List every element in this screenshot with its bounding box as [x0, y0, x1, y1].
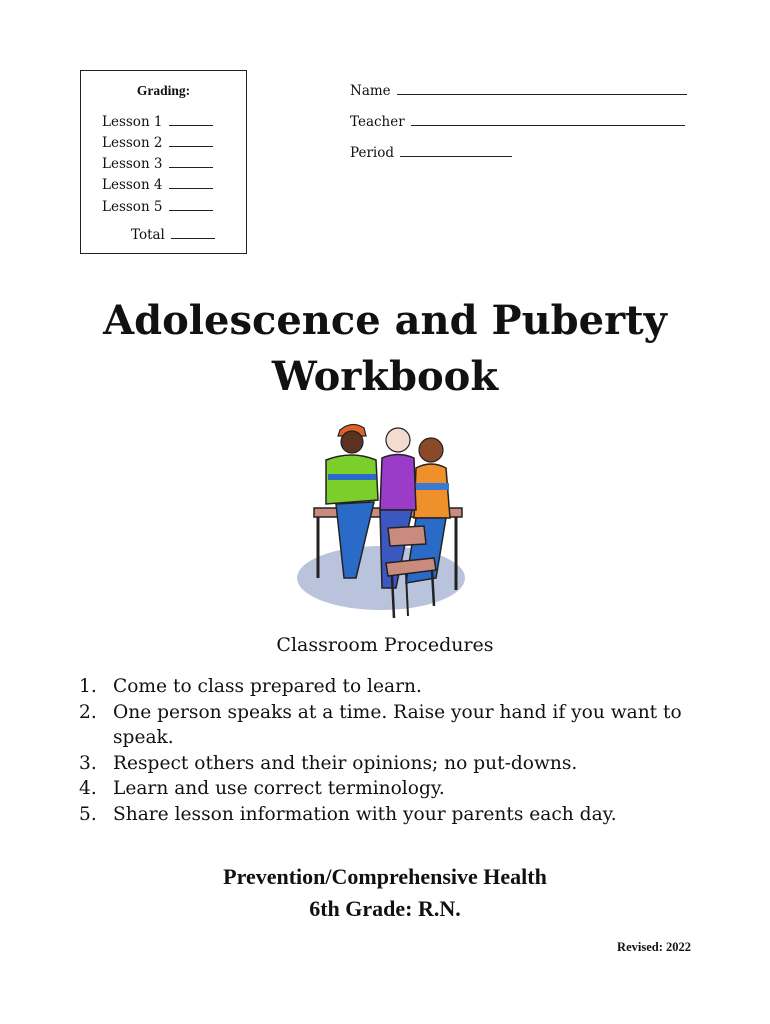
item-number: 3.	[79, 752, 97, 774]
item-number: 5.	[79, 803, 97, 825]
item-text: One person speaks at a time. Raise your hand if you want to speak.	[113, 701, 682, 748]
page-title	[0, 293, 770, 405]
lesson-2-blank[interactable]	[169, 136, 213, 147]
lesson-4-label: Lesson 4	[102, 177, 163, 193]
program-name: Prevention/Comprehensive Health	[223, 864, 547, 889]
lesson-1-blank[interactable]	[169, 115, 213, 126]
period-field	[350, 145, 512, 161]
teacher-field	[350, 114, 685, 130]
total-blank[interactable]	[171, 228, 215, 239]
item-text: Come to class prepared to learn.	[113, 676, 422, 697]
revised-date: Revised: 2022	[617, 940, 691, 954]
lesson-5-label: Lesson 5	[102, 199, 163, 215]
name-field	[350, 83, 687, 99]
name-blank[interactable]	[397, 84, 687, 95]
item-text: Respect others and their opinions; no put-downs.	[113, 752, 578, 774]
total-label: Total	[131, 227, 165, 243]
item-number: 2.	[79, 701, 97, 723]
lesson-5-blank[interactable]	[169, 200, 213, 211]
lesson-3-blank[interactable]	[169, 157, 213, 168]
lesson-4-row	[102, 177, 213, 193]
item-text: Learn and use correct terminology.	[113, 778, 445, 799]
lesson-3-row	[102, 156, 213, 172]
grading-title: Grading:	[136, 83, 191, 98]
procedures-list	[79, 674, 719, 827]
lesson-3-label: Lesson 3	[102, 156, 163, 172]
list-item	[79, 802, 719, 828]
list-item	[79, 751, 719, 777]
title-line-1: Adolescence and Puberty	[103, 297, 667, 344]
name-label: Name	[350, 83, 391, 99]
lesson-1-label: Lesson 1	[102, 114, 163, 130]
title-line-2: Workbook	[271, 353, 499, 400]
total-row	[131, 227, 215, 243]
lesson-1-row	[102, 114, 213, 130]
item-number: 1.	[79, 676, 97, 697]
lesson-2-label: Lesson 2	[102, 135, 163, 151]
item-text: Share lesson information with your parents each day.	[113, 803, 617, 825]
period-label: Period	[350, 145, 395, 161]
lesson-5-row	[102, 199, 213, 215]
item-number: 4.	[79, 778, 97, 799]
grade-label: 6th Grade: R.N.	[309, 896, 461, 921]
list-item	[79, 776, 719, 802]
students-illustration	[296, 418, 476, 618]
lesson-4-blank[interactable]	[169, 178, 213, 189]
teacher-label: Teacher	[350, 114, 405, 130]
list-item	[79, 674, 719, 700]
lesson-2-row	[102, 135, 213, 151]
grading-box	[80, 70, 247, 254]
period-blank[interactable]	[400, 146, 512, 157]
teacher-blank[interactable]	[411, 115, 685, 126]
list-item	[79, 700, 719, 751]
procedures-heading: Classroom Procedures	[276, 634, 494, 656]
